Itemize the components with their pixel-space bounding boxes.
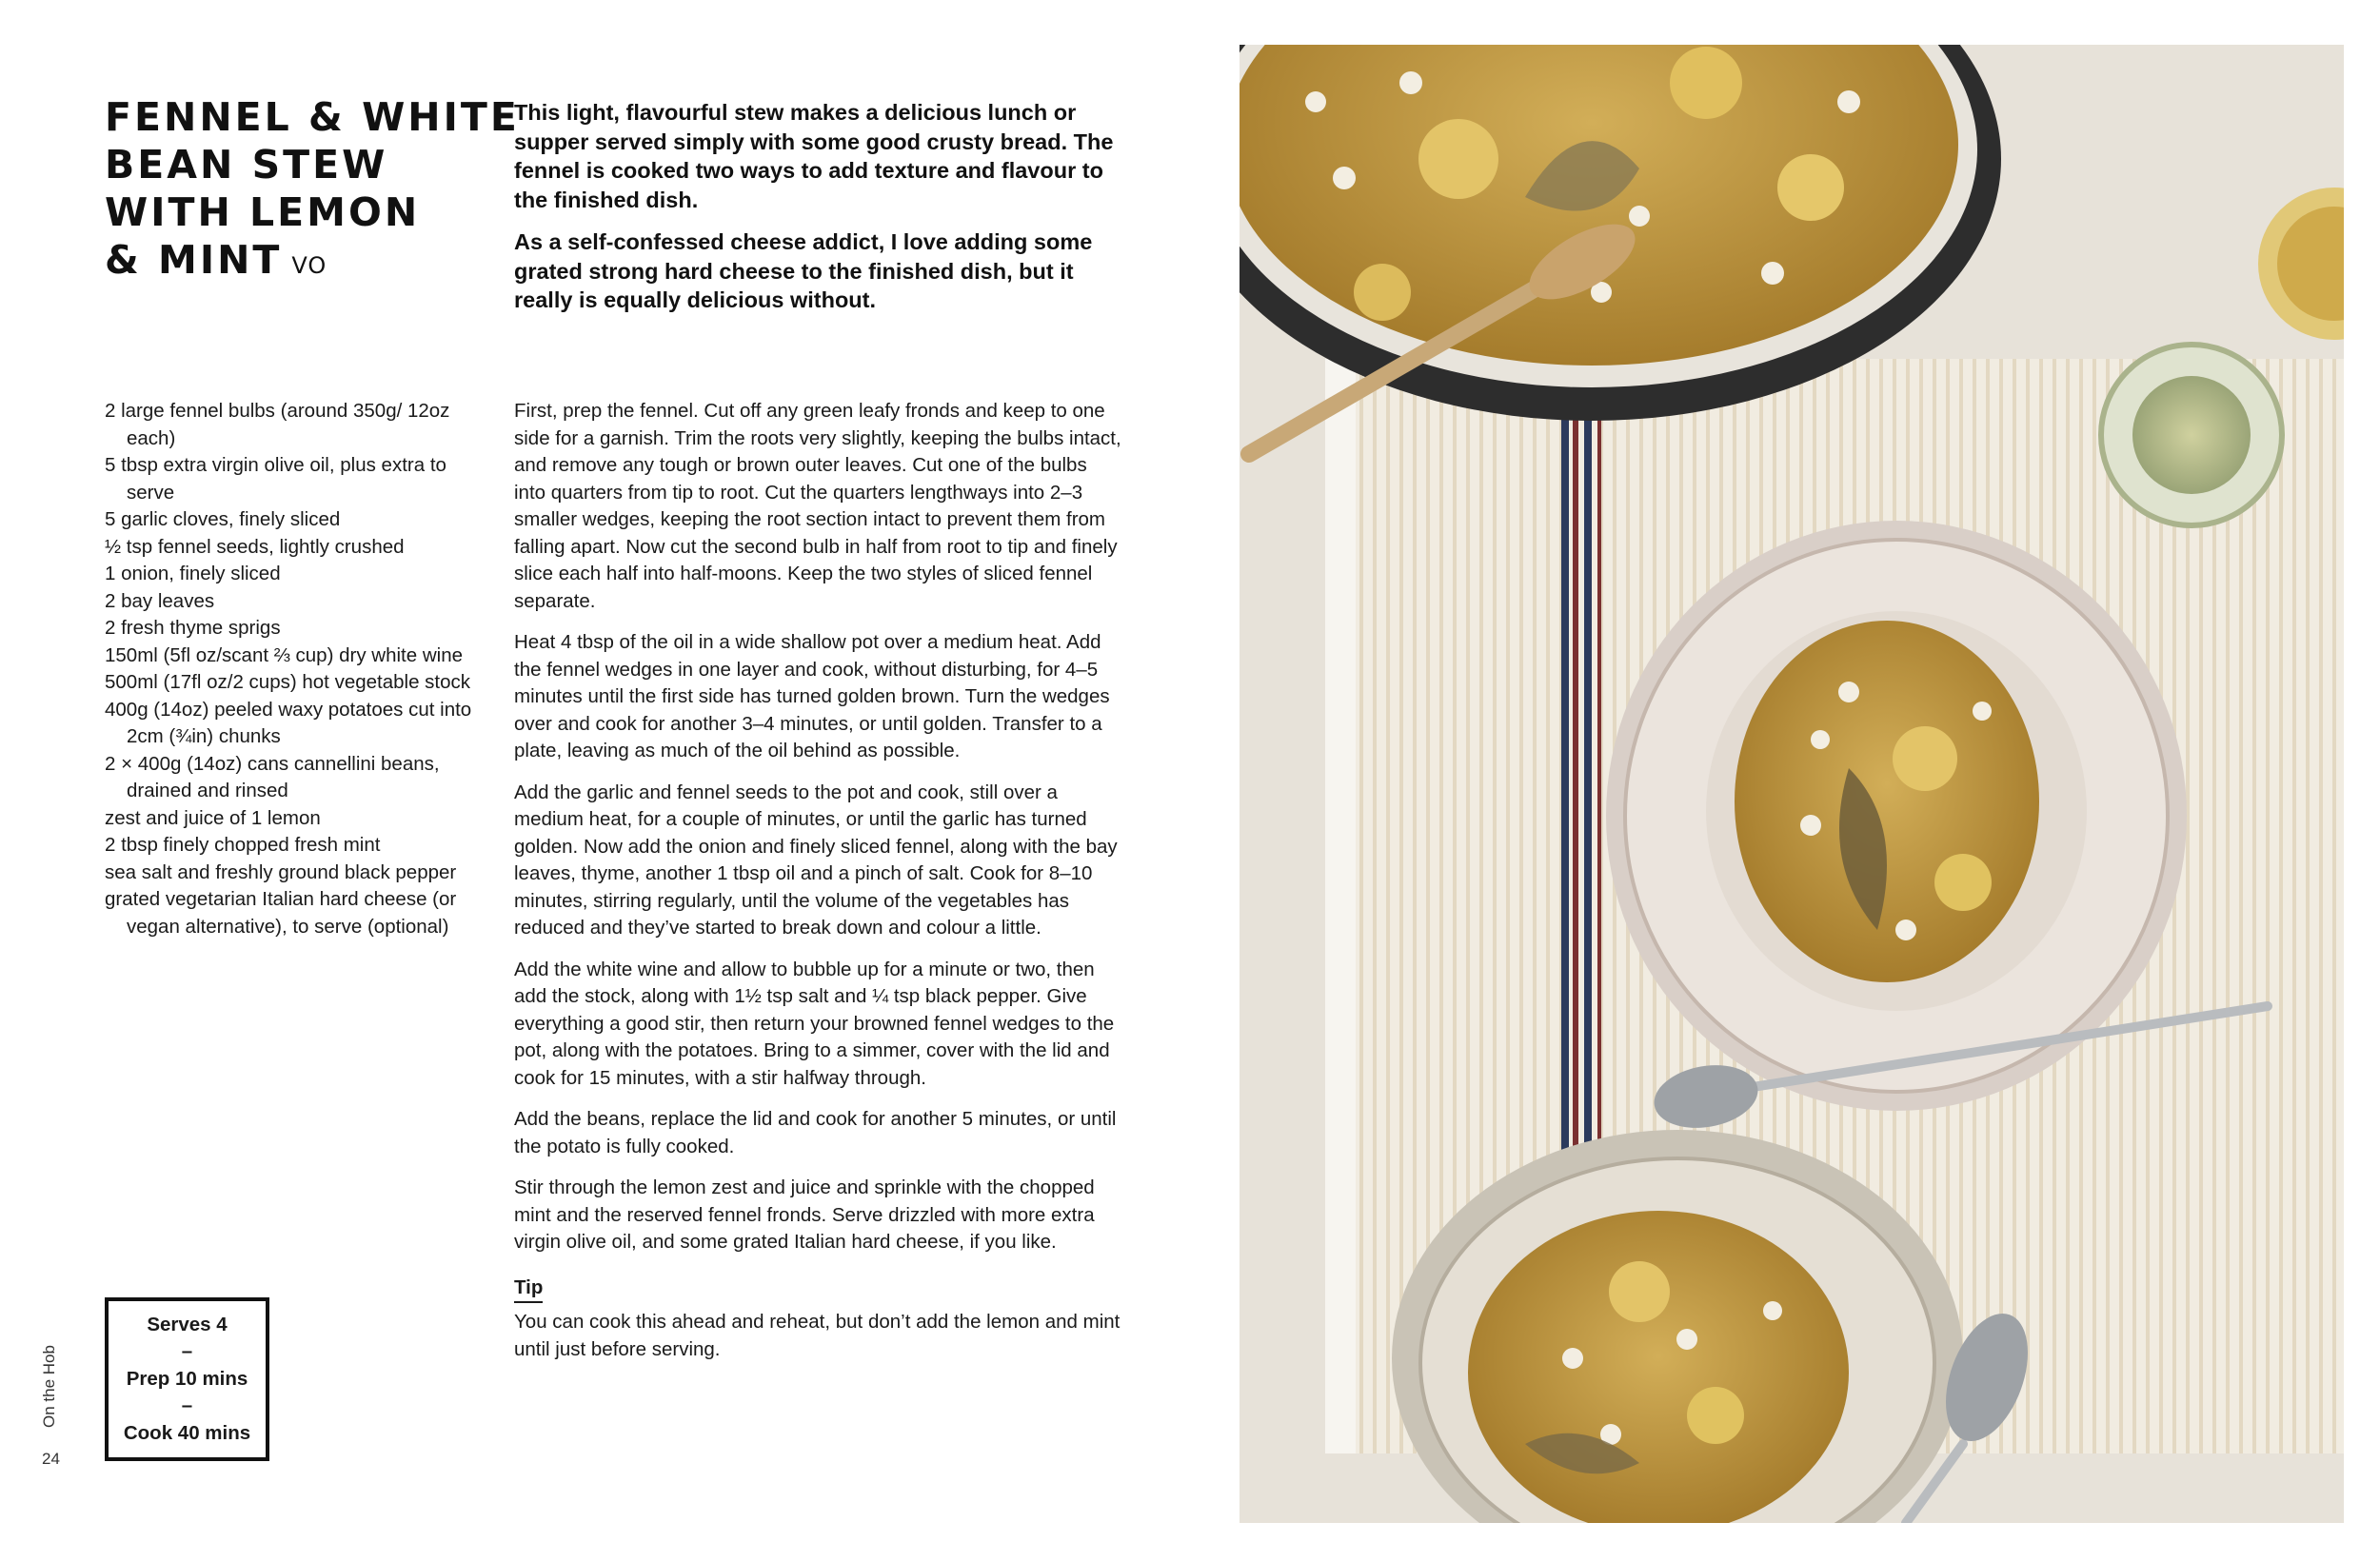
info-separator: – [181, 1340, 193, 1363]
serving-bowl [1606, 521, 2187, 1111]
tip-text: You can cook this ahead and reheat, but don’t add the lemon and mint until just before serving. [514, 1311, 1121, 1360]
ingredient-item: 150ml (5fl oz/scant ⅔ cup) dry white wine [105, 643, 463, 666]
dietary-tag: VO [291, 252, 327, 279]
method-step: Add the white wine and allow to bubble up for a minute or two, then add the stock, along with 1½ tsp salt and ¼ tsp black pepper. Give everything a good stir, then return your browned fennel wedges to the pot, along with the potatoes. Bring to a simmer, cover with the lid and cook for 15 minutes, with a stir halfway through. [514, 958, 1115, 1089]
recipe-intro [514, 98, 1123, 328]
ingredient-item: 2 × 400g (14oz) cans cannellini beans, drained and rinsed [105, 752, 440, 801]
ingredient-item: 5 tbsp extra virgin olive oil, plus extra to serve [105, 454, 446, 504]
title-line: FENNEL & WHITE [105, 94, 520, 140]
recipe-photo [1240, 45, 2344, 1523]
title-line [105, 236, 505, 289]
ingredient-item: ½ tsp fennel seeds, lightly crushed [105, 535, 405, 558]
ingredient-item: 2 large fennel bulbs (around 350g/ 12oz each) [105, 400, 450, 449]
method-step: First, prep the fennel. Cut off any green leafy fronds and keep to one side for a garnish. Trim the roots very slightly, keeping the bulbs intact, and remove any tough or brown outer leaves. Cut one of the bulbs into quarters from tip to root. Cut the quarters lengthways into 2–3 smaller wedges, keeping the root section intact to prevent them from falling apart. Now cut the second bulb in half from root to tip and finely slice each half into half-moons. Keep the two styles of sliced fennel separate. [514, 400, 1121, 612]
serves-label: Serves 4 [147, 1313, 228, 1335]
recipe-title [105, 93, 520, 289]
intro-paragraph: As a self-confessed cheese addict, I love adding some grated strong hard cheese to the finished dish, but it really is equally delicious without. [514, 229, 1093, 312]
method-step: Add the garlic and fennel seeds to the pot and cook, still over a medium heat, for a couple of minutes, or until the garlic has turned golden. Now add the onion and finely sliced fennel, along with the bay leaves, thyme, another 1 tbsp oil and a pinch of salt. Cook for 8–10 minutes, stirring regularly, until the volume of the vegetables has reduced and they’ve started to break down and colour a little. [514, 781, 1118, 939]
cook-time: Cook 40 mins [123, 1421, 251, 1444]
method-step: Add the beans, replace the lid and cook for another 5 minutes, or until the potato is fully cooked. [514, 1108, 1117, 1157]
ingredient-item: 2 bay leaves [105, 589, 215, 612]
ingredients-list [105, 398, 486, 940]
recipe-info-box [105, 1297, 269, 1461]
ingredient-item: 1 onion, finely sliced [105, 563, 281, 584]
method-step: Heat 4 tbsp of the oil in a wide shallow pot over a medium heat. Add the fennel wedges in one layer and cook, without disturbing, for 4–5 minutes until the first side has turned golden brown. Turn the wedges over and cook for another 3–4 minutes, or until golden. Transfer to a plate, leaving as much of the oil behind as possible. [514, 631, 1110, 761]
photo-illustration [1240, 45, 2344, 1523]
method [514, 398, 1123, 1377]
intro-paragraph: This light, flavourful stew makes a delicious lunch or supper served simply with some good crusty bread. The fennel is cooked two ways to add texture and flavour to the finished dish. [514, 100, 1114, 212]
tip-heading: Tip [514, 1275, 543, 1304]
ingredient-item: 2 tbsp finely chopped fresh mint [105, 834, 381, 856]
ingredient-item: 5 garlic cloves, finely sliced [105, 508, 341, 530]
page-number: 24 [42, 1450, 60, 1468]
ingredient-item: 500ml (17fl oz/2 cups) hot vegetable stock [105, 671, 471, 693]
section-label: On the Hob [40, 1345, 58, 1428]
ingredient-item: grated vegetarian Italian hard cheese (or vegan alternative), to serve (optional) [105, 888, 457, 938]
ingredient-item: 2 fresh thyme sprigs [105, 617, 281, 639]
ingredient-item: sea salt and freshly ground black pepper [105, 860, 457, 883]
method-step: Stir through the lemon zest and juice and sprinkle with the chopped mint and the reserved fennel fronds. Serve drizzled with more extra virgin olive oil, and some grated Italian hard cheese, if you like. [514, 1176, 1095, 1253]
ingredient-item: zest and juice of 1 lemon [105, 806, 321, 829]
info-separator: – [181, 1394, 193, 1417]
title-line: WITH LEMON [105, 189, 421, 235]
title-line: BEAN STEW [105, 142, 388, 188]
title-line-text: & MINT [105, 237, 283, 283]
water-glass [2101, 345, 2282, 525]
prep-time: Prep 10 mins [126, 1367, 248, 1390]
ingredient-item: 400g (14oz) peeled waxy potatoes cut into 2cm (¾in) chunks [105, 698, 472, 747]
